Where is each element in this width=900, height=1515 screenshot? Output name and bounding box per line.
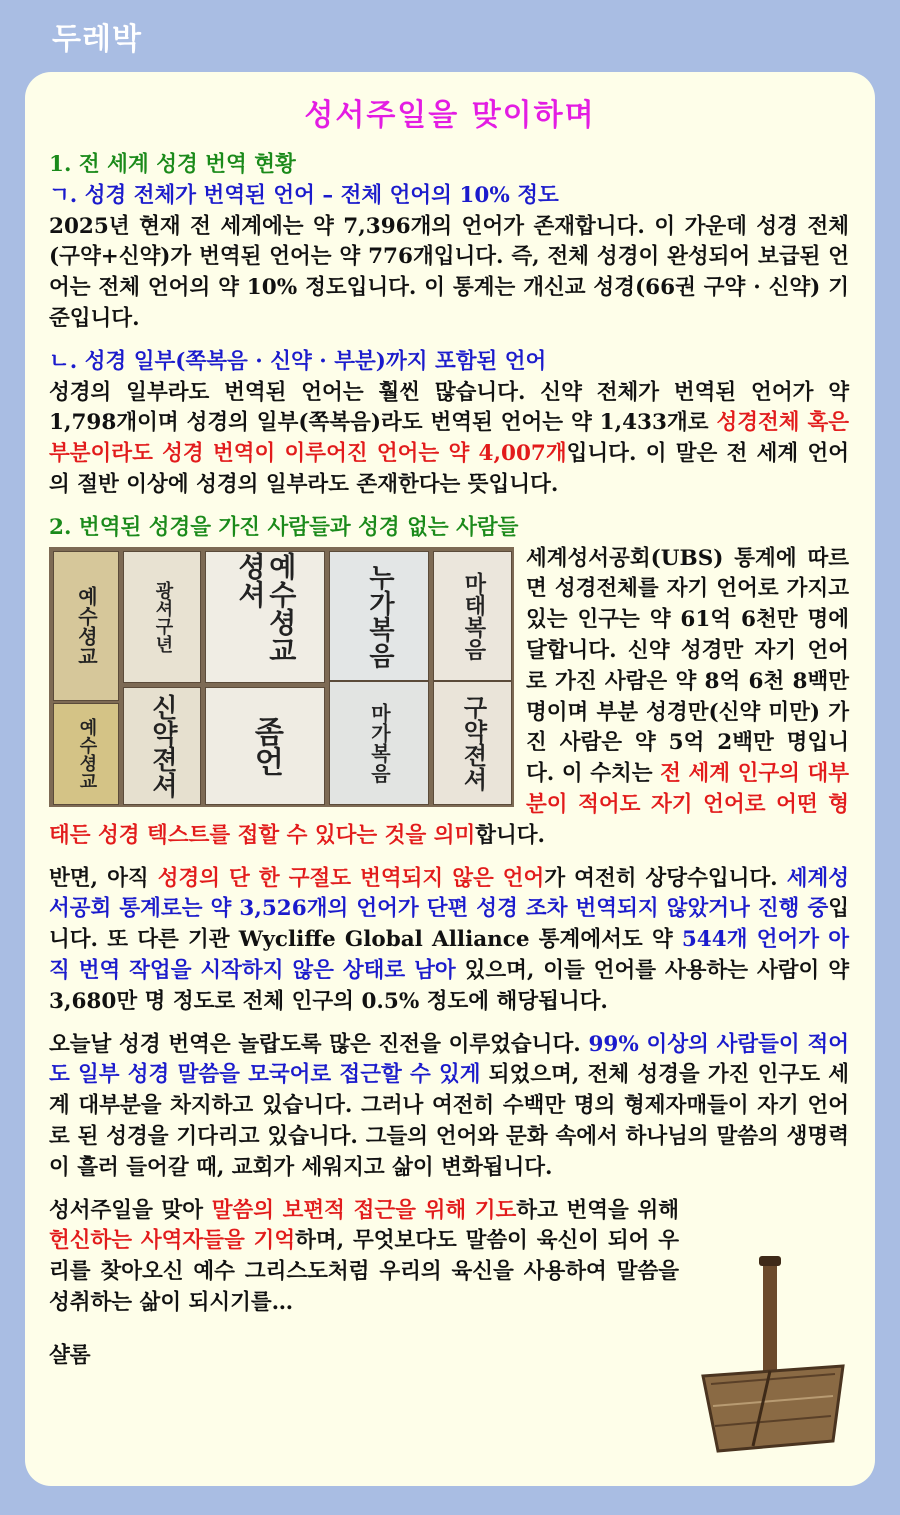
closing-c: 하며, 무엇보다도 말씀이 육신이 되어 우리를 찾아오신 예수 그리스도처럼 우리의 육신을 사용하여 말씀을 성취하는 삶이 되시기를…: [49, 1228, 679, 1315]
book-cover: 마태복음: [433, 551, 512, 681]
closing-red-1: 말씀의 보편적 접근을 위해 기도: [211, 1197, 517, 1223]
section-2-paragraph-2: [49, 864, 849, 1018]
section-2-p2-b: 가 여전히 상당수입니다.: [544, 865, 787, 891]
book-cover: 예수셩교: [53, 551, 119, 701]
book-cover: 누가복음: [329, 551, 429, 681]
closing-b: 하고 번역을 위해: [516, 1197, 679, 1223]
section-2-p3-b: 되었으며, 전체 성경을 가진 인구도 세계 대부분을 차지하고 있습니다. 그러나 여전히 수백만 명의 형제자매들이 자기 언어로 된 성경을 기다리고 있습니다. 그들의 언어와 문화 속에서 하나님의 말씀의 생명력이 흘러 들어갈 때, 교회가 세워지고 삶이 변화됩니다.: [49, 1062, 849, 1180]
section-1b-text-1: 성경의 일부라도 번역된 언어는 훨씬 많습니다. 신약 전체가 번역된 언어가 약 1,798개이며 성경의 일부(쪽복음)라도 번역된 언어는 약 1,433개로: [49, 379, 849, 436]
section-2-paragraph-3: [49, 1030, 849, 1184]
section-1-heading: 1. 전 세계 성경 번역 현황: [49, 152, 296, 177]
old-bible-covers-photo: [49, 547, 514, 807]
section-2-p2-c: 입니다. 또 다른 기관 Wycliffe Global Alliance 통계에서도 약: [49, 896, 849, 953]
section-1b-text-2: 입니다. 이 말은 전 세계 언어의 절반 이상에 성경의 일부라도 존재한다는 뜻입니다.: [49, 441, 849, 497]
section-1a-heading: ㄱ. 성경 전체가 번역된 언어 – 전체 언어의 10% 정도: [49, 182, 559, 208]
wooden-tool-illustration: [693, 1256, 853, 1456]
section-2-p3-a: 오늘날 성경 번역은 놀랍도록 많은 진전을 이루었습니다.: [49, 1031, 589, 1057]
section-2-p2-d: 있으며, 이들 언어를 사용하는 사람이 약 3,680만 명 정도로 전체 인구의 0.5% 정도에 해당됩니다.: [49, 957, 849, 1014]
section-2-p2-blue-1: 세계성서공회 통계로는 약 3,526개의 언어가 단편 성경 조차 번역되지 않았거나 진행 중: [49, 865, 850, 922]
article-card: [25, 72, 875, 1486]
sign-off: 샬롬: [49, 1342, 91, 1368]
section-2-p1-text: 세계성서공회(UBS) 통계에 따르면 성경전체를 자기 언어로 가지고 있는 인구는 약 61억 6천만 명에 달합니다. 신약 성경만 자기 언어로 가진 사람은 약 8억 6천 8백만 명이며 부분 성경만(신약 미만) 가진 사람은 약 5억 2백만 명입니다. 이 수치는: [526, 545, 849, 787]
book-cover: 구약젼셔: [433, 681, 512, 805]
section-2-p1-highlight: 전 세계 인구의 대부분이 적어도 자기 언어로 어떤 형태든 성경 텍스트를 접할 수 있다는 것을 의미: [49, 761, 849, 848]
closing-a: 성서주일을 맞아: [49, 1197, 212, 1223]
section-1b-text: [49, 378, 849, 501]
article-body: [49, 150, 849, 1371]
section-1b-highlight: 성경전체 혹은 부분이라도 성경 번역이 이루어진 언어는 약 4,007개: [49, 410, 850, 467]
section-2-p1-end: 합니다.: [475, 822, 546, 848]
section-1b-heading: ㄴ. 성경 일부(쪽복음 · 신약 · 부분)까지 포함된 언어: [49, 348, 547, 374]
section-2-p2-blue-2: 544개 언어가 아직 번역 작업을 시작하지 않은 상태로 남아: [49, 927, 849, 983]
section-2-p3-blue: 99% 이상의 사람들이 적어도 일부 성경 말씀을 모국어로 접근할 수 있게: [49, 1031, 849, 1088]
book-cover: 신약젼셔: [123, 687, 201, 805]
section-1a-text: 2025년 현재 전 세계에는 약 7,396개의 언어가 존재합니다. 이 가운데 성경 전체(구약+신약)가 번역된 언어는 약 776개입니다. 즉, 전체 성경이 완성되어 보급된 언어는 전체 언어의 약 10% 정도입니다. 이 통계는 개신교 성경(66권 구약 · 신약) 기준입니다.: [49, 213, 849, 331]
column-label: 두레박: [52, 22, 142, 57]
closing-red-2: 헌신하는 사역자들을 기억: [49, 1228, 296, 1254]
book-cover: 예수셩교: [53, 703, 119, 805]
section-2-p2-red: 성경의 단 한 구절도 번역되지 않은 언어: [157, 865, 545, 891]
book-cover: 마가복음: [329, 681, 429, 805]
page-title: 성서주일을 맞이하며: [304, 98, 596, 133]
section-2-heading: 2. 번역된 성경을 가진 사람들과 성경 없는 사람들: [49, 514, 519, 540]
book-cover: 광셔구년: [123, 551, 201, 683]
section-2-p2-a: 반면, 아직: [49, 865, 158, 891]
book-cover: 예수셩교셩셔: [205, 551, 325, 683]
book-cover: 좀언: [205, 687, 325, 805]
